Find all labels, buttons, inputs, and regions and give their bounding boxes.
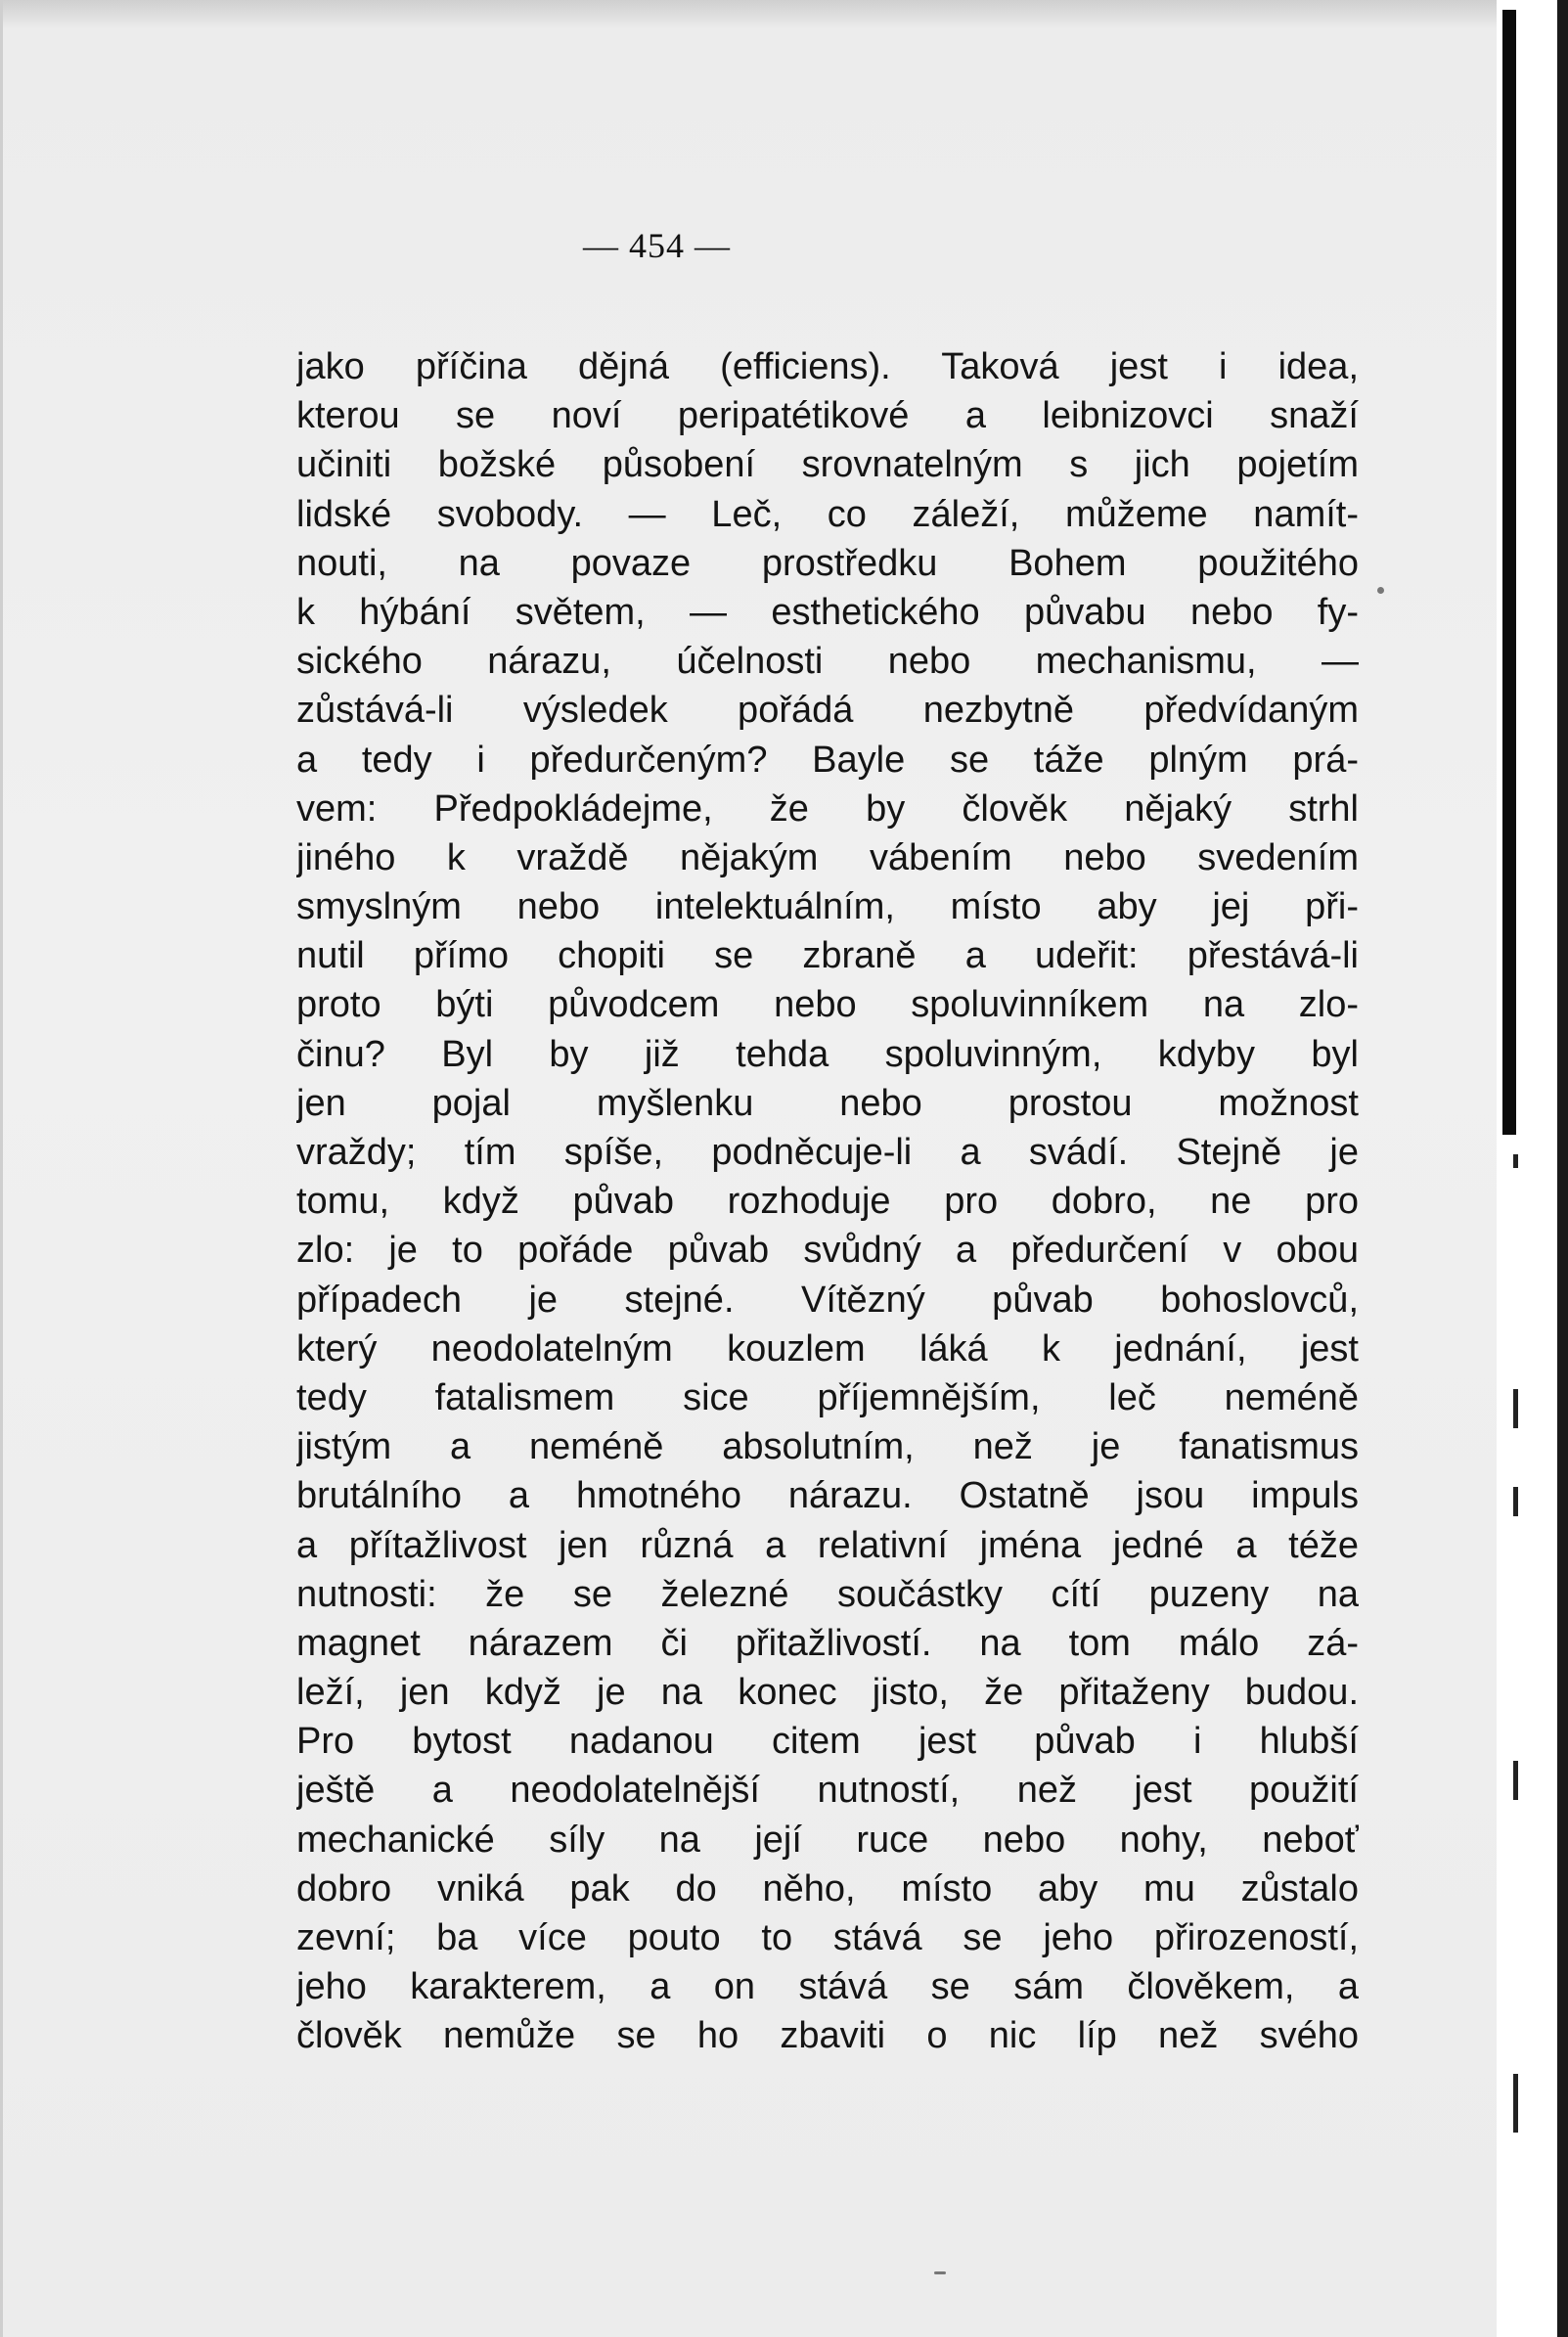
binding-edge bbox=[1557, 0, 1568, 2337]
text-line: vraždy; tím spíše, podněcuje-li a svádí. Stejně je bbox=[296, 1132, 1359, 1173]
page-top-shadow bbox=[3, 0, 1500, 29]
text-line: zevní; ba více pouto to stává se jeho přirozeností, bbox=[296, 1917, 1359, 1958]
text-line: člověk nemůže se ho zbaviti o nic líp než svého bbox=[296, 2015, 1359, 2057]
text-line: kterou se noví peripatétikové a leibnizovci snaží bbox=[296, 395, 1359, 437]
text-line: jistým a neméně absolutním, než je fanatismus bbox=[296, 1426, 1359, 1468]
binding-dark-bar bbox=[1502, 10, 1516, 1135]
text-line: jeho karakterem, a on stává se sám člověkem, a bbox=[296, 1966, 1359, 2008]
text-line: sického nárazu, účelnosti nebo mechanismu, — bbox=[296, 641, 1359, 683]
binding-mark bbox=[1513, 1487, 1518, 1516]
text-line: proto býti původcem nebo spoluvinníkem na zlo- bbox=[296, 984, 1359, 1026]
text-line: leží, jen když je na konec jisto, že přitaženy budou. bbox=[296, 1672, 1359, 1714]
text-line: zlo: je to pořáde půvab svůdný a předurčení v obou bbox=[296, 1230, 1359, 1272]
text-line: který neodolatelným kouzlem láká k jednání, jest bbox=[296, 1327, 1359, 1370]
binding-mark bbox=[1513, 1761, 1518, 1800]
binding-mark bbox=[1513, 2074, 1518, 2133]
text-line: jen pojal myšlenku nebo prostou možnost bbox=[296, 1082, 1359, 1124]
text-line: tedy fatalismem sice příjemnějším, leč neméně bbox=[296, 1376, 1359, 1418]
text-line: ještě a neodolatelnější nutností, než jest použití bbox=[296, 1770, 1359, 1812]
text-line: magnet nárazem či přitažlivostí. na tom málo zá- bbox=[296, 1622, 1359, 1664]
text-line: smyslným nebo intelektuálním, místo aby jej při- bbox=[296, 886, 1359, 928]
text-line: brutálního a hmotného nárazu. Ostatně jsou impuls bbox=[296, 1475, 1359, 1517]
paper-speck bbox=[1377, 587, 1384, 594]
text-line: činu? Byl by již tehda spoluvinným, kdyby byl bbox=[296, 1033, 1359, 1075]
text-line: jiného k vraždě nějakým vábením nebo svedením bbox=[296, 836, 1359, 878]
text-line: a přítažlivost jen různá a relativní jména jedné a téže bbox=[296, 1524, 1359, 1566]
text-line: dobro vniká pak do něho, místo aby mu zůstalo bbox=[296, 1867, 1359, 1910]
text-line: nouti, na povaze prostředku Bohem použitého bbox=[296, 542, 1359, 584]
text-line: k hýbání světem, — esthetického půvabu nebo fy- bbox=[296, 591, 1359, 633]
text-line: případech je stejné. Vítězný půvab bohoslovců, bbox=[296, 1279, 1359, 1321]
text-line: Pro bytost nadanou citem jest půvab i hlubší bbox=[296, 1721, 1359, 1763]
text-line: nutil přímo chopiti se zbraně a udeřit: přestává-li bbox=[296, 935, 1359, 977]
page-number: — 454 — bbox=[583, 226, 731, 265]
text-line: tomu, když půvab rozhoduje pro dobro, ne pro bbox=[296, 1181, 1359, 1223]
text-line: učiniti božské působení srovnatelným s jich pojetím bbox=[296, 444, 1359, 486]
text-line: mechanické síly na její ruce nebo nohy, neboť bbox=[296, 1819, 1359, 1861]
binding-mark bbox=[1513, 1154, 1518, 1168]
text-line: lidské svobody. — Leč, co záleží, můžeme namít- bbox=[296, 493, 1359, 535]
text-line: zůstává-li výsledek pořádá nezbytně předvídaným bbox=[296, 690, 1359, 732]
text-line: jako příčina dějná (efficiens). Taková jest i idea, bbox=[296, 346, 1359, 387]
paper-speck bbox=[934, 2271, 946, 2274]
text-line: a tedy i předurčeným? Bayle se táže plným prá- bbox=[296, 739, 1359, 781]
binding-mark bbox=[1513, 1389, 1518, 1428]
text-line: nutnosti: že se železné součástky cítí puzeny na bbox=[296, 1573, 1359, 1615]
text-line: vem: Předpokládejme, že by člověk nějaký strhl bbox=[296, 787, 1359, 830]
body-text bbox=[296, 342, 1359, 2061]
